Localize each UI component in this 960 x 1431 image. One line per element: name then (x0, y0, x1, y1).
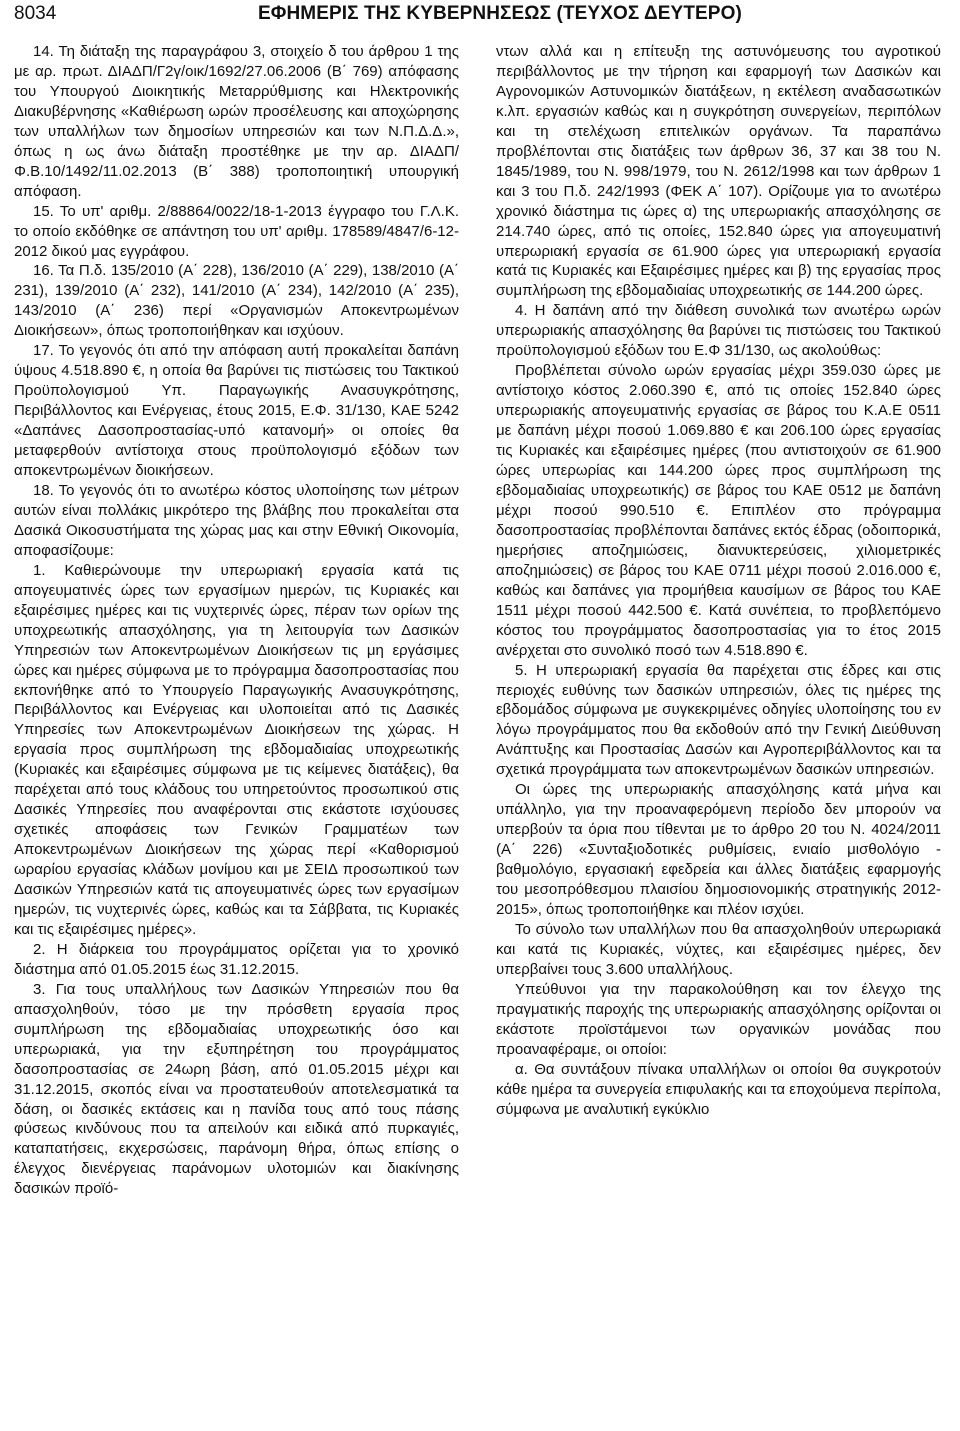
decision-item-3: 3. Για τους υπαλλήλους των Δασικών Υπηρεσιών που θα απασχοληθούν, τόσο με την πρόσθετη εργασία προς συμπλήρωση της εβδομαδιαίας υποχρεωτικής όσο και υπερωριακά, για την εξυπηρέτηση του προγράμματος δασοπροστασίας σε 24ωρη βάση, από 01.05.2015 μέχρι και 31.12.2015, σκοπός είναι να προστατευθούν αποτελεσματικά τα δάση, οι δασικές εκτάσεις και η πανίδα τους από τους πάσης φύσεως κινδύνους που τα απειλούν και ειδικά από πυρκαγιές, καταπατήσεις, εκχερσώσεις, παράνομη θήρα, όπως επίσης ο έλεγχος διενέργειας παράνομων υλοτομιών και διακίνησης δασικών προϊό- (14, 980, 459, 1198)
cost-breakdown-paragraph: Προβλέπεται σύνολο ωρών εργασίας μέχρι 359.030 ώρες με αντίστοιχο κόστος 2.060.390 €, από τις οποίες 152.840 ώρες υπερωριακής απογευματινής εργασίας σε βάρος του Κ.Α.Ε 0511 με δαπάνη μέχρι ποσού 1.069.880 € και 206.100 ώρες εργασίας τις Κυριακές και εξαιρέσιμες ημέρες (που αντιστοιχούν σε 61.900 ώρες υπερωρίας και 144.200 ώρες προς συμπλήρωση της εβδομαδιαίας υποχρεωτικής) σε βάρος του ΚΑΕ 0512 με δαπάνη μέχρι ποσού 990.510 €. Επιπλέον στο πρόγραμμα δασοπροστασίας προβλέπονται δαπάνες εκτός έδρας (οδοιπορικά, ημερήσιες αποζημιώσεις, διανυκτερεύσεις, χιλιομετρικές αποζημιώσεις) σε βάρος του ΚΑΕ 0711 μέχρι ποσού 2.016.000 €, καθώς και δαπάνες για προμήθεια καυσίμων σε βάρος του ΚΑΕ 1511 μέχρι ποσού 442.500 €. Κατά συνέπεια, το προβλεπόμενο κόστος του προγράμματος δασοπροστασίας για το έτος 2015 ανέρχεται στο συνολικό ποσό των 4.518.890 €. (496, 362, 941, 659)
journal-title: ΕΦΗΜΕΡΙΣ ΤΗΣ ΚΥΒΕΡΝΗΣΕΩΣ (ΤΕΥΧΟΣ ΔΕΥΤΕΡΟ) (258, 3, 742, 24)
decision-item-1: 1. Καθιερώνουμε την υπερωριακή εργασία κατά τις απογευματινές ώρες των εργασίμων ημερών, τις Κυριακές και εξαιρέσιμες ημέρες και τις νυχτερινές ώρες, πέραν των ορίων της υποχρεωτικής απασχόλησης, για τη λειτουργία των Δασικών Υπηρεσιών των Αποκεντρωμένων Διοικήσεων τις μη εργάσιμες ώρες και ημέρες σύμφωνα με το πρόγραμμα δασοπροστασίας που εκπονήθηκε από το Υπουργείο Παραγωγικής Ανασυγκρότησης, Περιβάλλοντος και Ενέργειας και υλοποιείται από τις Δασικές Υπηρεσίες των Αποκεντρωμένων Διοικήσεων της χώρας. Η εργασία προς συμπλήρωση της εβδομαδιαίας υποχρεωτικής (Κυριακές και εξαιρέσιμες σύμφωνα με τις κείμενες διατάξεις), θα παρέχεται από τους κλάδους του υπηρετούντος προσωπικού στις Δασικές Υπηρεσίες που αναφέρονται στις εκάστοτε ισχύουσες σχετικές αποφάσεις των Γενικών Γραμματέων των Αποκεντρωμένων Διοικήσεων της χώρας περί «Καθορισμού ωραρίου εργασίας κλάδων μονίμου και με ΣΕΙΔ προσωπικού των Δασικών Υπηρεσιών κατά τις απογευματινές ώρες των εργασίμων ημερών, τις νυχτερινές ώρες, καθώς και τα Σάββατα, τις Κυριακές και τις εξαιρέσιμες ημέρες». (14, 561, 459, 938)
paragraph-18: 18. Το γεγονός ότι το ανωτέρω κόστος υλοποίησης των μέτρων αυτών είναι πολλάκις μικρότερο της βλάβης που προκαλείται στα Δασικά Οικοσυστήματα της χώρας μας και στην Εθνική Οικονομία, αποφασίζουμε: (14, 481, 459, 559)
continuation-paragraph: ντων αλλά και η επίτευξη της αστυνόμευσης του αγροτικού περιβάλλοντος με την τήρηση και εφαρμογή των Δασικών και Αγρονομικών Αστυνομικών διατάξεων, η εκτέλεση αναδασωτικών κ.λπ. εργασιών καθώς και η συγκρότηση συνεργείων, περιπόλων και τη στελέχωση επιτελικών οργάνων. Τα παραπάνω προβλέπονται στις διατάξεις των άρθρων 36, 37 και 38 του Ν. 1845/1989, του Ν. 998/1979, του Ν. 2612/1998 και των άρθρων 1 και 3 του Π.δ. 242/1993 (ΦΕΚ Α΄ 107). Ορίζουμε για το ανωτέρω χρονικό διάστημα τις ώρες α) της υπερωριακής απασχόλησης σε 214.740 ώρες, από τις οποίες, 152.840 ώρες για απογευματινή υπερωριακή εργασία σε 61.900 ώρες για υπερωριακή εργασία κατά τις Κυριακές και Εξαιρέσιμες ημέρες και β) της εργασίας προς συμπλήρωση της εβδομαδιαίας υποχρεωτικής σε 144.200 ώρες. (496, 43, 941, 300)
paragraph-16: 16. Τα Π.δ. 135/2010 (Α΄ 228), 136/2010 (Α΄ 229), 138/2010 (Α΄ 231), 139/2010 (Α΄ 232), 141/2010 (Α΄ 234), 142/2010 (Α΄ 235), 143/2010 (Α΄ 236) περί «Οργανισμών Αποκεντρωμένων Διοικήσεων», όπως τροποποιήθηκαν και ισχύουν. (14, 262, 459, 340)
overtime-limits-paragraph: Οι ώρες της υπερωριακής απασχόλησης κατά μήνα και υπάλληλο, για την προαναφερόμενη περίοδο δεν μπορούν να υπερβούν τα όρια που τίθενται με το άρθρο 20 του Ν. 4024/2011 (Α΄ 226) «Συνταξιοδοτικές ρυθμίσεις, ενιαίο μισθολόγιο - βαθμολόγιο, εργασιακή εφεδρεία και άλλες διατάξεις εφαρμογής του μεσοπρόθεσμου πλαισίου δημοσιονομικής στρατηγικής 2012-2015», όπως τροποποιήθηκε και πλέον ισχύει. (496, 781, 941, 918)
right-column (496, 42, 941, 1119)
decision-item-4: 4. Η δαπάνη από την διάθεση συνολικά των ανωτέρω ωρών υπερωριακής απασχόλησης θα βαρύνει τις πιστώσεις του Τακτικού προϋπολογισμού εξόδων του Ε.Φ 31/130, ως ακολούθως: (496, 302, 941, 360)
decision-item-5: 5. Η υπερωριακή εργασία θα παρέχεται στις έδρες και στις περιοχές ευθύνης των δασικών υπηρεσιών, όλες τις ημέρες της εβδομάδος σύμφωνα με συγκεκριμένες οδηγίες υλοποίησης του εν λόγω προγράμματος που θα εκδοθούν από την Γενική Διεύθυνση Ανάπτυξης και Προστασίας Δασών και Αγροπεριβάλλοντος και τα σχετικά προγράμματα των αποκεντρωμένων δασικών υπηρεσιών. (496, 661, 941, 779)
paragraph-14: 14. Τη διάταξη της παραγράφου 3, στοιχείο δ του άρθρου 1 της με αρ. πρωτ. ΔΙΑΔΠ/Γ2γ/οικ/1692/27.06.2006 (Β΄ 769) απόφασης του Υπουργού Διοικητικής Μεταρρύθμισης και Ηλεκτρονικής Διακυβέρνησης «Καθιέρωση ωρών προσέλευσης και αποχώρησης των υπαλλήλων των δημοσίων υπηρεσιών και των Ν.Π.Δ.Δ.», όπως η ως άνω διάταξη προστέθηκε με την αρ. ΔΙΑΔΠ/Φ.Β.10/1492/11.02.2013 (Β΄ 388) τροποποιητική υπουργική απόφαση. (14, 43, 459, 200)
paragraph-17: 17. Το γεγονός ότι από την απόφαση αυτή προκαλείται δαπάνη ύψους 4.518.890 €, η οποία θα βαρύνει τις πιστώσεις του Τακτικού Προϋπολογισμού Υπ. Παραγωγικής Ανασυγκρότησης, Περιβάλλοντος και Ενέργειας, έτους 2015, Ε.Φ. 31/130, ΚΑΕ 5242 «Δαπάνες Δασοπροστασίας-υπό κατανομή» οι οποίες θα μεταφερθούν αντίστοιχα στους προϋπολογισμό εξόδων των αποκεντρωμένων διοικήσεων. (14, 342, 459, 480)
paragraph-15: 15. Το υπ' αριθμ. 2/88864/0022/18-1-2013 έγγραφο του Γ.Λ.Κ. το οποίο εκδόθηκε σε απάντηση του υπ' αριθμ. 178589/4847/6-12-2012 δικού μας εγγράφου. (14, 202, 459, 260)
employee-count-paragraph: Το σύνολο των υπαλλήλων που θα απασχοληθούν υπερωριακά και κατά τις Κυριακές, νύχτες, και εξαιρέσιμες ημέρες, δεν υπερβαίνει τους 3.600 υπαλλήλους. (496, 920, 941, 978)
left-column (14, 42, 459, 1199)
page-number: 8034 (14, 3, 57, 24)
supervisors-paragraph: Υπεύθυνοι για την παρακολούθηση και τον έλεγχο της πραγματικής παροχής της υπερωριακής απασχόλησης ορίζονται οι εκάστοτε προϊστάμενοι των οργανικών μονάδας που προαναφέραμε, οι οποίοι: (496, 980, 941, 1058)
subitem-a: α. Θα συντάξουν πίνακα υπαλλήλων οι οποίοι θα συγκροτούν κάθε ημέρα τα συνεργεία επιφυλακής και τα εποχούμενα περίπολα, σύμφωνα με αναλυτική εγκύκλιο (496, 1060, 941, 1118)
page-header (0, 0, 960, 34)
decision-item-2: 2. Η διάρκεια του προγράμματος ορίζεται για το χρονικό διάστημα από 01.05.2015 έως 31.12.2015. (14, 940, 459, 978)
